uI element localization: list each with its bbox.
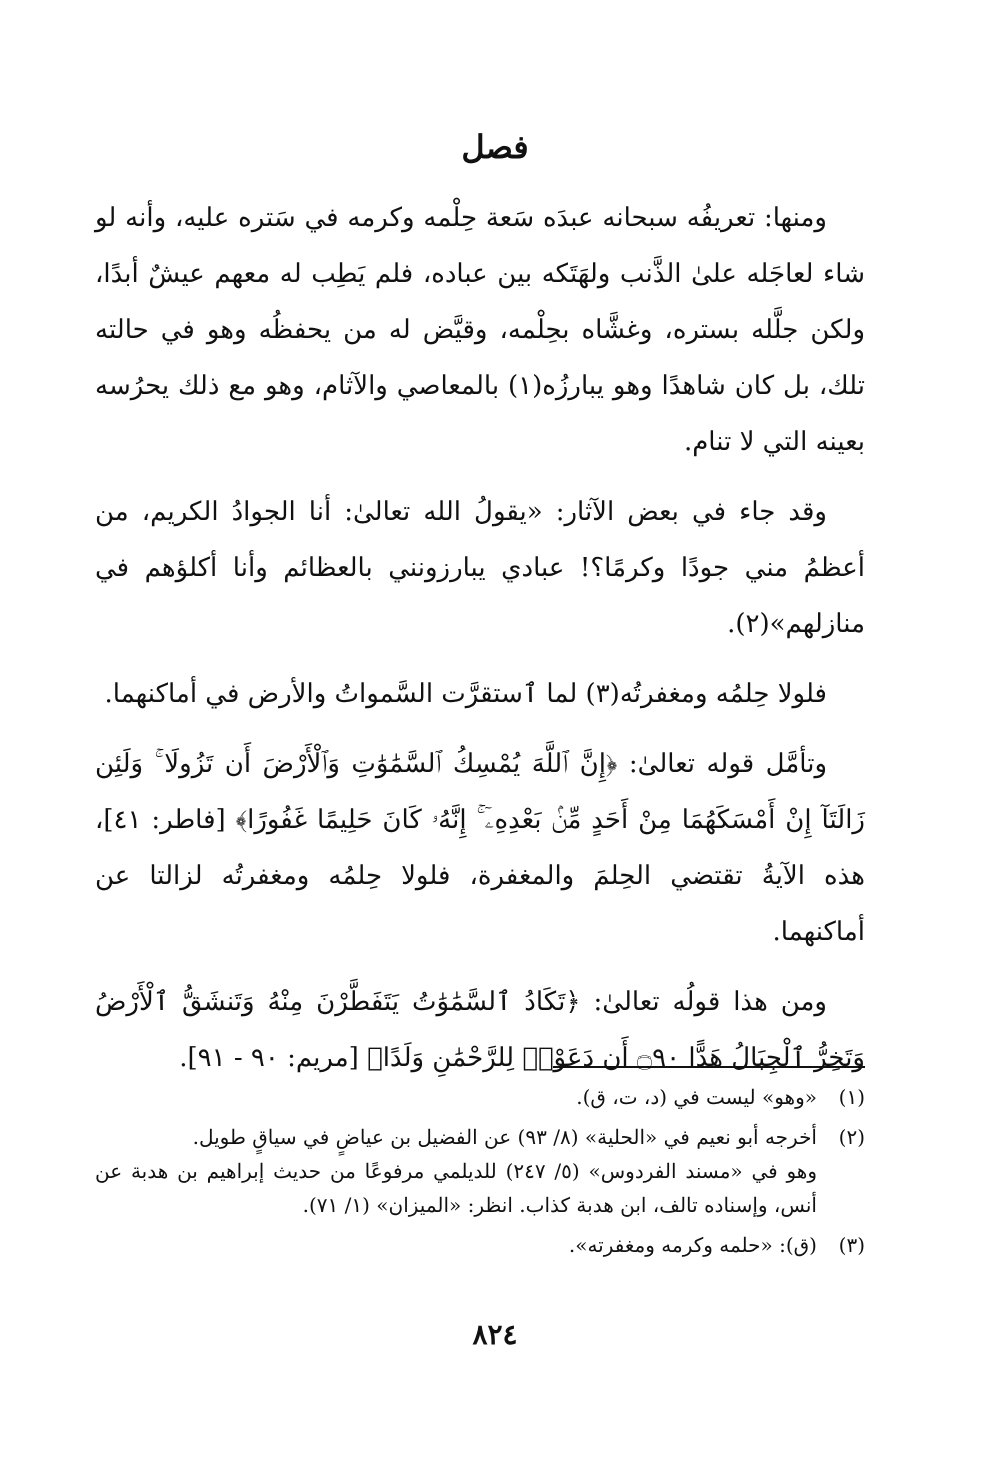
footnotes	[95, 1080, 865, 1268]
paragraph: وتأمَّل قوله تعالىٰ: ﴿إِنَّ ٱللَّهَ يُمْسِكُ ٱلسَّمَٰوَٰتِ وَٱلْأَرْضَ أَن تَزُولَا ۚ وَلَئِن زَالَتَآ إِنْ أَمْسَكَهُمَا مِنْ أَحَدٍ مِّنۢ بَعْدِهِۦٓ ۚ إِنَّهُۥ كَانَ حَلِيمًا غَفُورًا﴾ [فاطر: ٤١]، هذه الآيةُ تقتضي الحِلمَ والمغفرة، فلولا حِلمُه ومغفرتُه لزالتا عن أماكنهما.	[95, 749, 865, 947]
footnote-number: (١)	[838, 1085, 865, 1109]
footnote-line: (ق): «حلمه وكرمه ومغفرته».	[568, 1233, 817, 1257]
footnote-line: وهو في «مسند الفردوس» (٥/ ٢٤٧) للديلمي مرفوعًا من حديث إبراهيم بن هدبة عن أنس، وإسناده تالف، ابن هدبة كذاب. انظر: «الميزان» (١/ ٧١).	[95, 1159, 818, 1217]
footnote	[95, 1080, 865, 1114]
footnote	[95, 1120, 865, 1222]
footnote-divider	[553, 1066, 865, 1068]
footnote-text	[95, 1120, 817, 1222]
paragraph: فلولا حِلمُه ومغفرتُه(٣) لما ٱستقرَّت السَّمواتُ والأرض في أماكنهما.	[104, 679, 827, 709]
page-number: ٨٢٤	[472, 1318, 518, 1351]
footnote-text	[95, 1228, 817, 1262]
main-text	[95, 190, 865, 1100]
footnote-line: «وهو» ليست في (د، ت، ق).	[576, 1085, 817, 1109]
section-title: فصل	[461, 128, 529, 166]
paragraph: ومنها: تعريفُه سبحانه عبدَه سَعة حِلْمه وكرمه في سَتره عليه، وأنه لو شاء لعاجَله علىٰ الذَّنب ولهَتَكه بين عباده، فلم يَطِب له معهم عيشٌ أبدًا، ولكن جلَّله بستره، وغشَّاه بحِلْمه، وقيَّض له من يحفظُه وهو في حالته تلك، بل كان شاهدًا وهو يبارزُه(١) بالمعاصي والآثام، وهو مع ذلك يحرُسه بعينه التي لا تنام.	[95, 203, 865, 457]
footnote	[95, 1228, 865, 1262]
footnote-number: (٢)	[838, 1125, 865, 1149]
footnote-text	[95, 1080, 817, 1114]
paragraph: وقد جاء في بعض الآثار: «يقولُ الله تعالىٰ: أنا الجوادُ الكريم، من أعظمُ مني جودًا وكرمًا؟! عبادي يبارزونني بالعظائم وأنا أكلؤهم في منازلهم»(٢).	[95, 497, 865, 639]
footnote-line: أخرجه أبو نعيم في «الحلية» (٨/ ٩٣) عن الفضيل بن عياضٍ في سياقٍ طويل.	[192, 1125, 817, 1149]
footnote-number: (٣)	[838, 1233, 865, 1257]
paragraph: ومن هذا قولُه تعالىٰ: ﴿تَكَادُ ٱلسَّمَٰوَٰتُ يَتَفَطَّرْنَ مِنْهُ وَتَنشَقُّ ٱلْأَرْضُ وَتَخِرُّ ٱلْجِبَالُ هَدًّا ۝٩٠ أَن دَعَوْا۟ لِلرَّحْمَٰنِ وَلَدًا﴾ [مريم: ٩٠ - ٩١].	[95, 987, 865, 1073]
